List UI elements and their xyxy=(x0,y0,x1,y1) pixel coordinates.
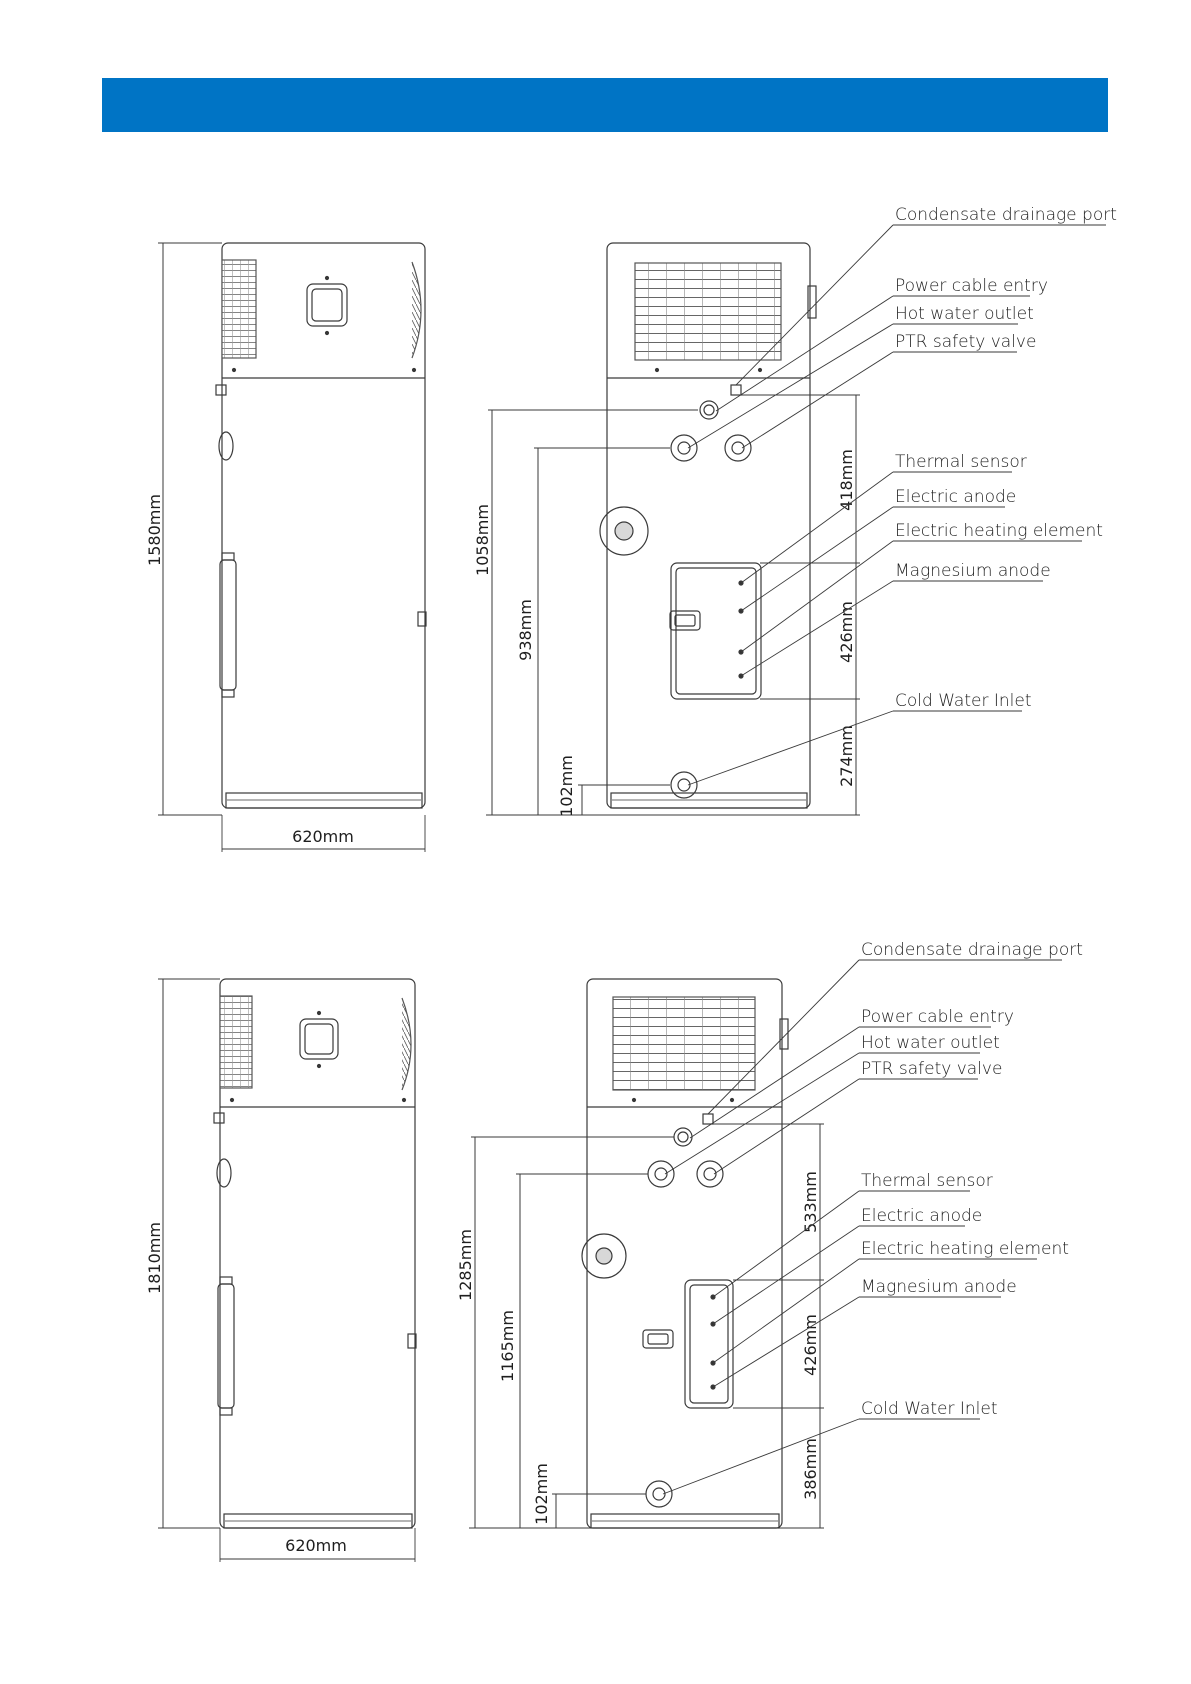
bottom-callouts xyxy=(861,940,1083,1419)
top-callout-power-cable-entry: Power cable entry xyxy=(895,276,1048,296)
top-dim-274: 274mm xyxy=(837,725,856,787)
bottom-callout-condensate-drainage-port: Condensate drainage port xyxy=(861,940,1083,960)
top-callouts xyxy=(895,205,1117,711)
bottom-callout-hot-water-outlet: Hot water outlet xyxy=(861,1033,1000,1053)
bottom-dim-1165: 1165mm xyxy=(498,1310,517,1382)
bottom-callout-power-cable-entry: Power cable entry xyxy=(861,1007,1014,1027)
bottom-callout-electric-anode: Electric anode xyxy=(861,1206,983,1226)
bottom-callout-thermal-sensor: Thermal sensor xyxy=(861,1171,993,1191)
top-dim-426: 426mm xyxy=(837,601,856,663)
top-dim-938: 938mm xyxy=(516,599,535,661)
bottom-dim-386: 386mm xyxy=(801,1438,820,1500)
bottom-callout-magnesium-anode: Magnesium anode xyxy=(861,1277,1017,1297)
top-height-dim: 1580mm xyxy=(145,494,164,566)
top-width-dim: 620mm xyxy=(292,827,354,846)
bottom-callout-electric-heating-element: Electric heating element xyxy=(861,1239,1069,1259)
top-callout-ptr-safety-valve: PTR safety valve xyxy=(895,332,1037,352)
top-dim-102: 102mm xyxy=(557,755,576,817)
top-side-view xyxy=(158,243,426,852)
top-dim-1058: 1058mm xyxy=(473,504,492,576)
bottom-dim-533: 533mm xyxy=(801,1171,820,1233)
top-callout-cold-water-inlet: Cold Water Inlet xyxy=(895,691,1032,711)
bottom-dim-426: 426mm xyxy=(801,1314,820,1376)
top-front-view xyxy=(486,243,860,815)
top-callout-thermal-sensor: Thermal sensor xyxy=(895,452,1027,472)
bottom-width-dim: 620mm xyxy=(285,1536,347,1555)
bottom-front-view xyxy=(469,979,824,1528)
top-callout-electric-anode: Electric anode xyxy=(895,487,1017,507)
bottom-callout-cold-water-inlet: Cold Water Inlet xyxy=(861,1399,998,1419)
bottom-side-view xyxy=(158,979,416,1562)
bottom-dim-1285: 1285mm xyxy=(456,1229,475,1301)
bottom-height-dim: 1810mm xyxy=(145,1222,164,1294)
bottom-callout-ptr-safety-valve: PTR safety valve xyxy=(861,1059,1003,1079)
top-callout-condensate-drainage-port: Condensate drainage port xyxy=(895,205,1117,225)
top-callout-magnesium-anode: Magnesium anode xyxy=(895,561,1051,581)
top-callout-hot-water-outlet: Hot water outlet xyxy=(895,304,1034,324)
top-dim-418: 418mm xyxy=(837,449,856,511)
top-callout-electric-heating-element: Electric heating element xyxy=(895,521,1103,541)
bottom-dim-102: 102mm xyxy=(532,1463,551,1525)
